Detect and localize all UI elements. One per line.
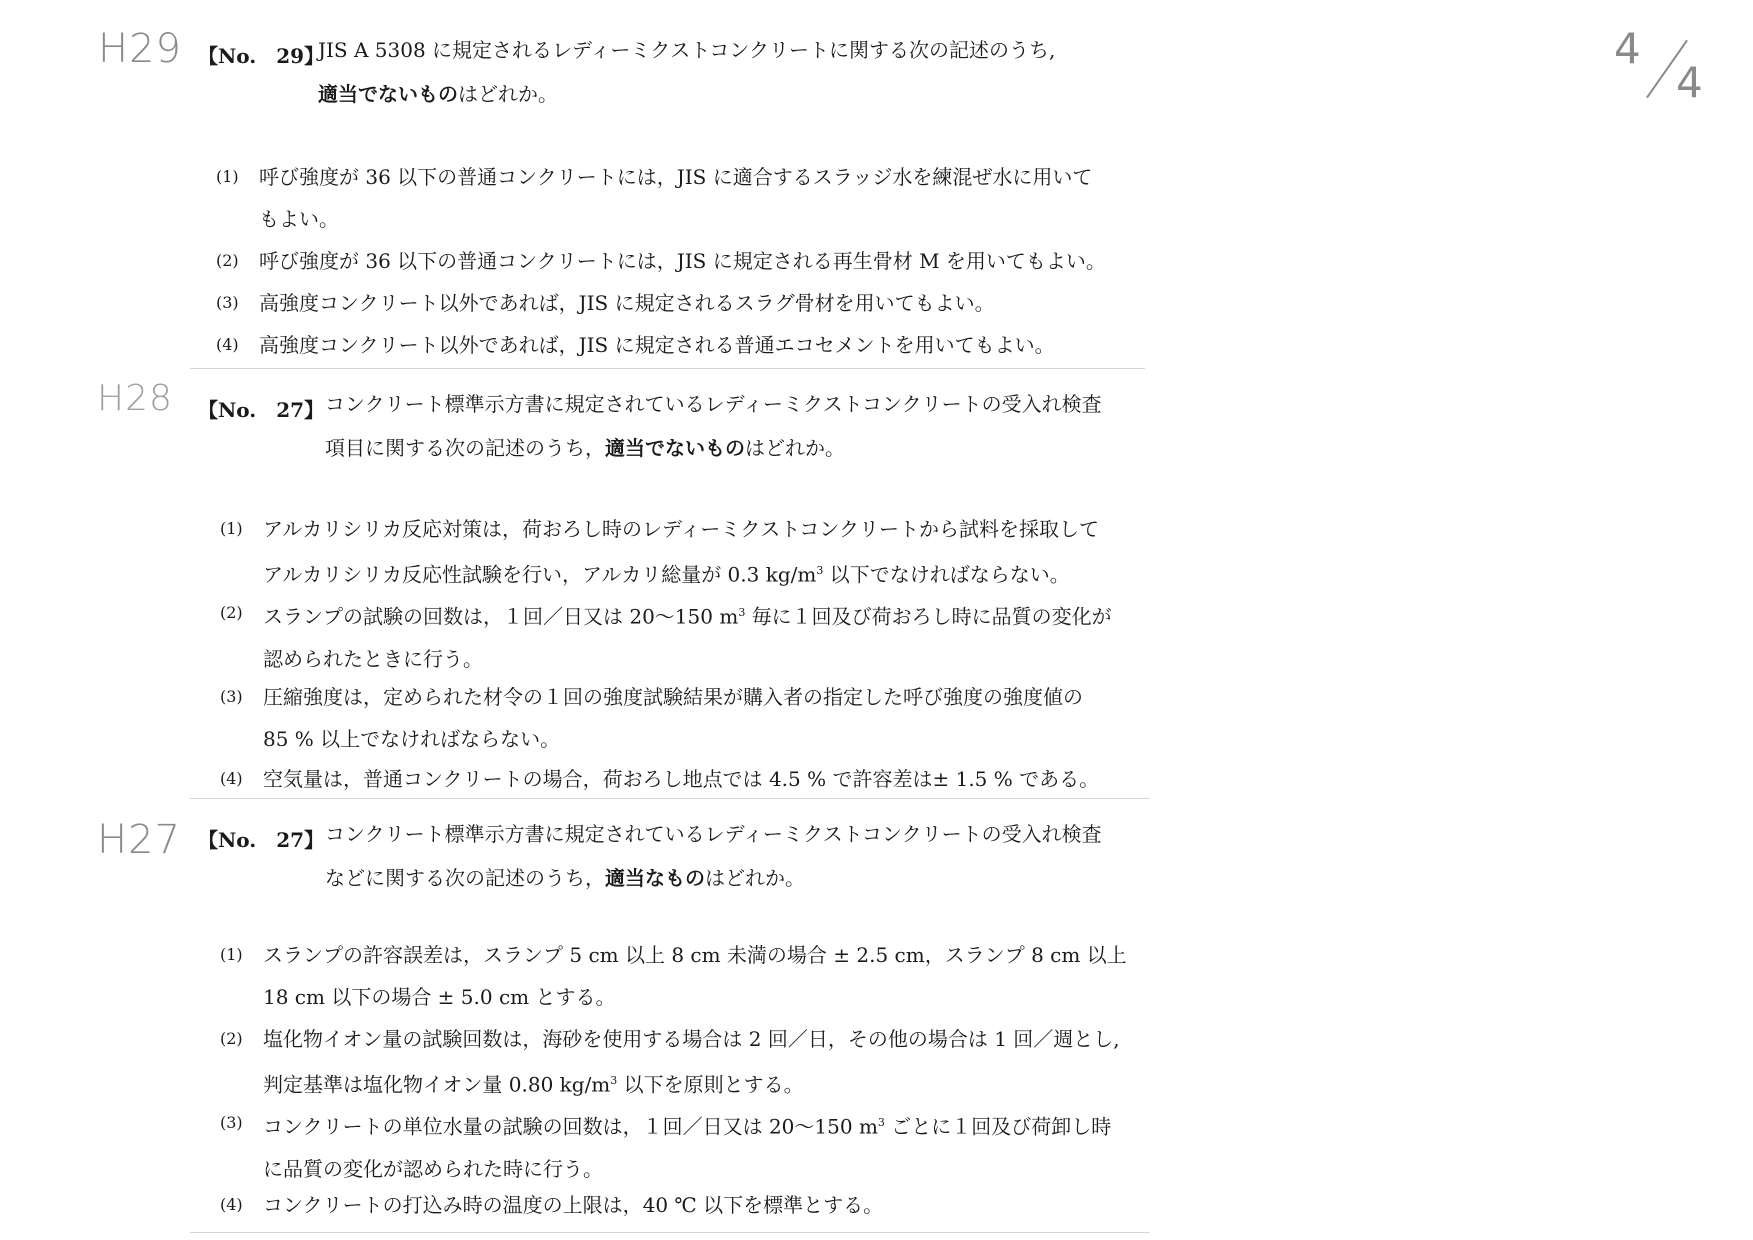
question-stem-line2 xyxy=(318,72,1055,116)
option-line: スランプの許容誤差は，スランプ 5 cm 以上 8 cm 未満の場合 ± 2.5 cm，スランプ 8 cm 以上 xyxy=(263,943,1127,967)
question-number: 【No. 27】 xyxy=(198,398,325,422)
option-line xyxy=(263,1102,1111,1148)
option-line: コンクリートの打込み時の温度の上限は，40 ℃ 以下を標準とする。 xyxy=(263,1193,884,1217)
page-total: 4 xyxy=(1676,58,1703,107)
option-text xyxy=(263,758,1099,800)
question-stem xyxy=(318,28,1055,116)
option-line: 85 % 以上でなければならない。 xyxy=(263,727,561,751)
page-number: 4 xyxy=(1614,24,1641,73)
option-tag: (1) xyxy=(220,945,243,964)
emphasis-text: 適当でないもの xyxy=(318,82,458,106)
handwritten-year-h27: H27 xyxy=(97,817,181,863)
option-line: 圧縮強度は，定められた材令の１回の強度試験結果が購入者の指定した呼び強度の強度値の xyxy=(263,685,1083,709)
option-line: に品質の変化が認められた時に行う。 xyxy=(263,1156,603,1181)
option-tag: (1) xyxy=(216,167,239,186)
option-text-part: アルカリシリカ反応性試験を行い，アルカリ総量が 0.3 kg/m xyxy=(263,562,817,587)
handwritten-page-number xyxy=(1610,24,1720,114)
option-text xyxy=(259,324,1055,366)
option-text xyxy=(263,508,1099,596)
option-text xyxy=(263,592,1112,680)
question-stem-line1: コンクリート標準示方書に規定されているレディーミクストコンクリートの受入れ検査 xyxy=(325,392,1102,416)
option-tag: (3) xyxy=(216,293,239,312)
option-text-part: 以下でなければならない。 xyxy=(823,562,1070,587)
handwritten-year-h28: H28 xyxy=(97,378,173,419)
option-tag: (4) xyxy=(220,1195,243,1214)
option-tag: (3) xyxy=(220,687,243,706)
question-panel-h27 xyxy=(190,806,1150,1233)
option-text-part: 以下を原則とする。 xyxy=(617,1072,804,1097)
superscript: 3 xyxy=(877,1116,885,1129)
emphasis-text: 適当なもの xyxy=(605,866,705,890)
option-text xyxy=(259,156,1092,240)
stem-tail: はどれか。 xyxy=(458,82,558,106)
handwritten-year-h29: H29 xyxy=(98,26,182,72)
superscript: 3 xyxy=(610,1074,618,1087)
option-line: 高強度コンクリート以外であれば，JIS に規定される普通エコセメントを用いてもよい。 xyxy=(259,333,1055,357)
option-line: 呼び強度が 36 以下の普通コンクリートには，JIS に適合するスラッジ水を練混ぜ水に用いて xyxy=(259,165,1093,189)
option-text xyxy=(263,676,1083,760)
option-line xyxy=(263,592,1112,638)
superscript: 3 xyxy=(738,606,746,619)
question-number: 【No. 27】 xyxy=(198,828,325,852)
option-text-part: 判定基準は塩化物イオン量 0.80 kg/m xyxy=(263,1072,611,1097)
option-line: 高強度コンクリート以外であれば，JIS に規定されるスラグ骨材を用いてもよい。 xyxy=(259,291,995,315)
option-text xyxy=(259,282,995,324)
emphasis-text: 適当でないもの xyxy=(605,436,745,460)
option-tag: (2) xyxy=(220,603,243,622)
superscript: 3 xyxy=(816,564,824,577)
question-stem-line2 xyxy=(325,856,1102,900)
option-line: 空気量は，普通コンクリートの場合，荷おろし地点では 4.5 % で許容差は± 1.5 % である。 xyxy=(263,767,1100,791)
question-stem xyxy=(325,812,1102,900)
option-text-part: スランプの試験の回数は，１回／日又は 20～150 m xyxy=(263,604,739,629)
option-line: 塩化物イオン量の試験回数は，海砂を使用する場合は 2 回／日，その他の場合は 1 回／週とし, xyxy=(263,1027,1120,1051)
option-line: アルカリシリカ反応対策は，荷おろし時のレディーミクストコンクリートから試料を採取して xyxy=(263,517,1099,541)
stem-tail: はどれか。 xyxy=(705,866,805,890)
option-text-part: コンクリートの単位水量の試験の回数は，１回／日又は 20～150 m xyxy=(263,1114,878,1139)
option-text xyxy=(263,1184,883,1226)
option-text xyxy=(263,1102,1111,1190)
option-tag: (2) xyxy=(220,1029,243,1048)
question-stem xyxy=(325,382,1102,470)
option-text xyxy=(263,1018,1120,1106)
option-text xyxy=(259,240,1106,282)
question-panel-h29 xyxy=(190,28,1145,369)
question-stem-line2 xyxy=(325,426,1102,470)
option-tag: (1) xyxy=(220,519,243,538)
option-tag: (3) xyxy=(220,1113,243,1132)
option-line xyxy=(263,1060,1120,1106)
option-line xyxy=(263,550,1099,596)
option-line: もよい。 xyxy=(259,207,339,231)
option-line: 認められたときに行う。 xyxy=(263,646,483,671)
stem-head: 項目に関する次の記述のうち， xyxy=(325,436,605,460)
stem-head: などに関する次の記述のうち， xyxy=(325,866,605,890)
question-panel-h28 xyxy=(190,372,1150,799)
option-text-part: ごとに１回及び荷卸し時 xyxy=(884,1114,1112,1139)
question-stem-line1: コンクリート標準示方書に規定されているレディーミクストコンクリートの受入れ検査 xyxy=(325,822,1102,846)
option-tag: (4) xyxy=(216,335,239,354)
option-text xyxy=(263,934,1127,1018)
stem-tail: はどれか。 xyxy=(745,436,845,460)
question-stem-line1: JIS A 5308 に規定されるレディーミクストコンクリートに関する次の記述のうち, xyxy=(318,38,1056,62)
option-tag: (2) xyxy=(216,251,239,270)
option-text-part: 毎に１回及び荷おろし時に品質の変化が xyxy=(745,604,1112,629)
option-tag: (4) xyxy=(220,769,243,788)
option-line: 18 cm 以下の場合 ± 5.0 cm とする。 xyxy=(263,985,616,1009)
option-line: 呼び強度が 36 以下の普通コンクリートには，JIS に規定される再生骨材 M を用いてもよい。 xyxy=(259,249,1106,273)
question-number: 【No. 29】 xyxy=(198,44,325,68)
